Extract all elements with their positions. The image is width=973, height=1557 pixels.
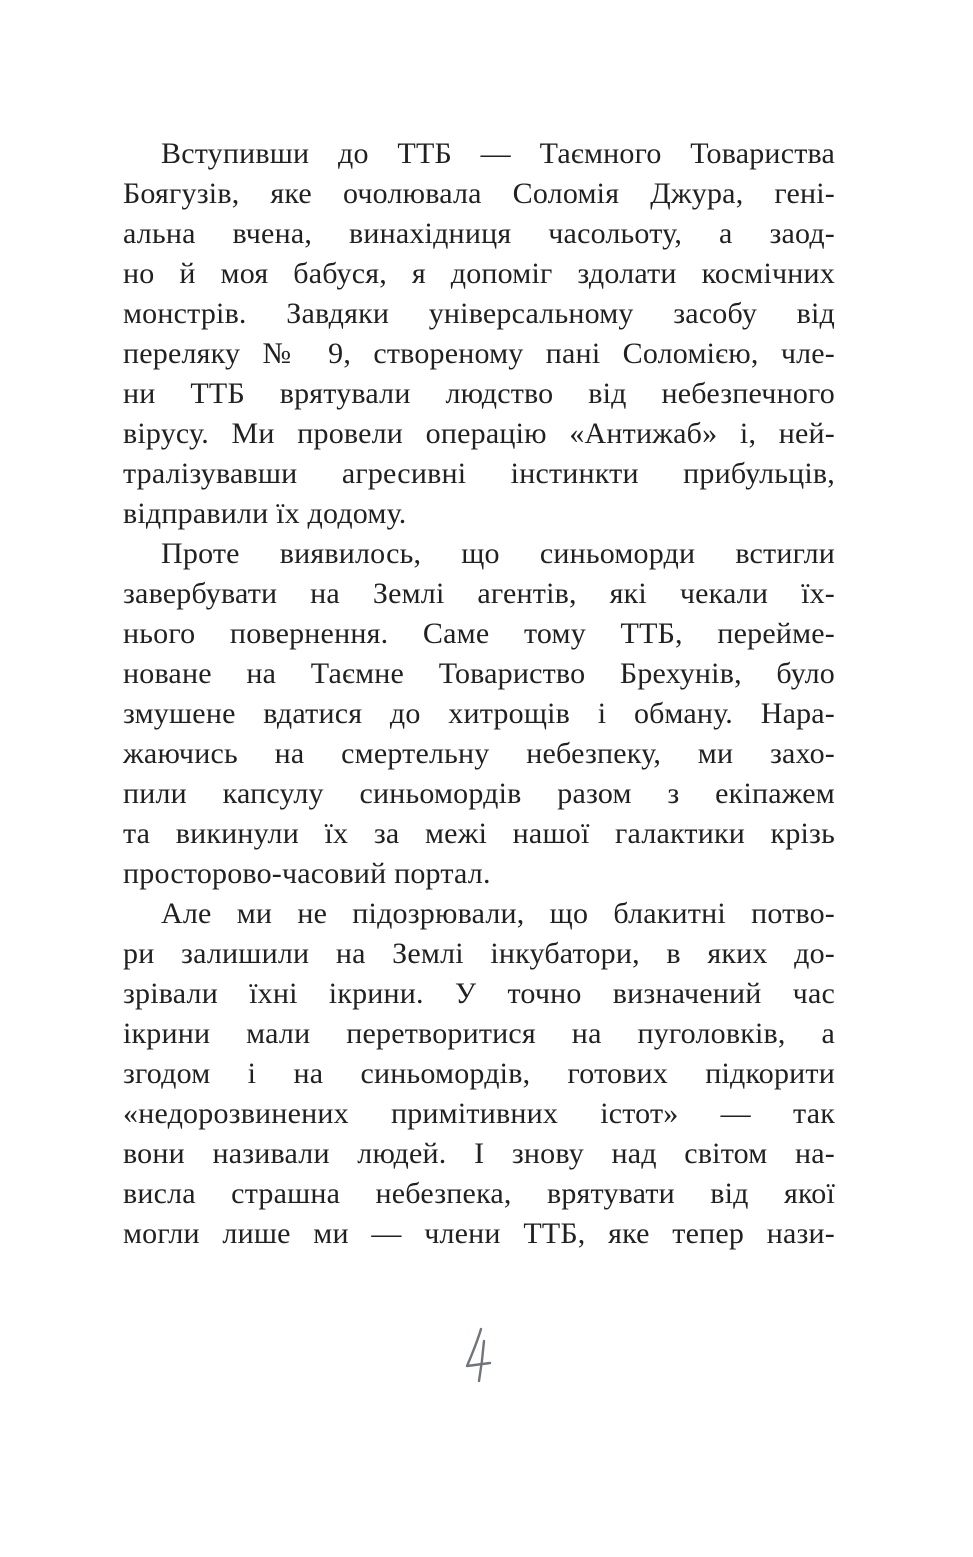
text-block — [123, 134, 835, 1254]
text-line: новане на Таємне Товариство Брехунів, було — [123, 657, 835, 690]
text-line: но й моя бабуся, я допоміг здолати космічних — [123, 257, 835, 290]
text-line: Боягузів, яке очолювала Соломія Джура, гені- — [123, 177, 835, 210]
text-line: зрівали їхні ікрини. У точно визначений час — [123, 977, 835, 1010]
paragraph — [123, 134, 835, 534]
text-line: переляку № 9, створеному пані Соломією, чле- — [123, 337, 835, 370]
text-line: вони називали людей. І знову над світом на- — [123, 1137, 835, 1170]
text-line: жаючись на смертельну небезпеку, ми захо- — [123, 737, 835, 770]
text-line: могли лише ми — члени ТТБ, яке тепер нази- — [123, 1217, 835, 1250]
text-line: відправили їх додому. — [123, 497, 407, 530]
paragraph — [123, 894, 835, 1254]
text-line: ікрини мали перетворитися на пуголовків, а — [123, 1017, 835, 1050]
text-line: ри залишили на Землі інкубатори, в яких до- — [123, 937, 835, 970]
text-line: монстрів. Завдяки універсальному засобу від — [123, 297, 835, 330]
text-line: вірусу. Ми провели операцію «Антижаб» і, ней- — [123, 417, 835, 450]
text-line: нього повернення. Саме тому ТТБ, перейме- — [123, 617, 835, 650]
text-line: та викинули їх за межі нашої галактики крізь — [123, 817, 835, 850]
text-line: завербувати на Землі агентів, які чекали їх- — [123, 577, 835, 610]
text-line: ни ТТБ врятували людство від небезпечного — [123, 377, 835, 410]
text-line: тралізувавши агресивні інстинкти прибульців, — [123, 457, 835, 490]
paragraph — [123, 534, 835, 894]
text-line: змушене вдатися до хитрощів і обману. Нара- — [123, 697, 835, 730]
text-line: просторово-часовий портал. — [123, 857, 491, 890]
text-line: Вступивши до ТТБ — Таємного Товариства — [161, 137, 835, 170]
text-line: висла страшна небезпека, врятувати від якої — [123, 1177, 835, 1210]
page-number — [458, 1326, 498, 1388]
text-line: Проте виявилось, що синьоморди встигли — [161, 537, 835, 570]
text-line: пили капсулу синьомордів разом з екіпажем — [123, 777, 835, 810]
text-line: «недорозвинених примітивних істот» — так — [123, 1097, 835, 1130]
handwritten-4-glyph — [461, 1326, 495, 1384]
text-line: згодом і на синьомордів, готових підкорити — [123, 1057, 835, 1090]
text-line: альна вчена, винахідниця часольоту, а заод- — [123, 217, 835, 250]
text-line: Але ми не підозрювали, що блакитні потво- — [161, 897, 835, 930]
